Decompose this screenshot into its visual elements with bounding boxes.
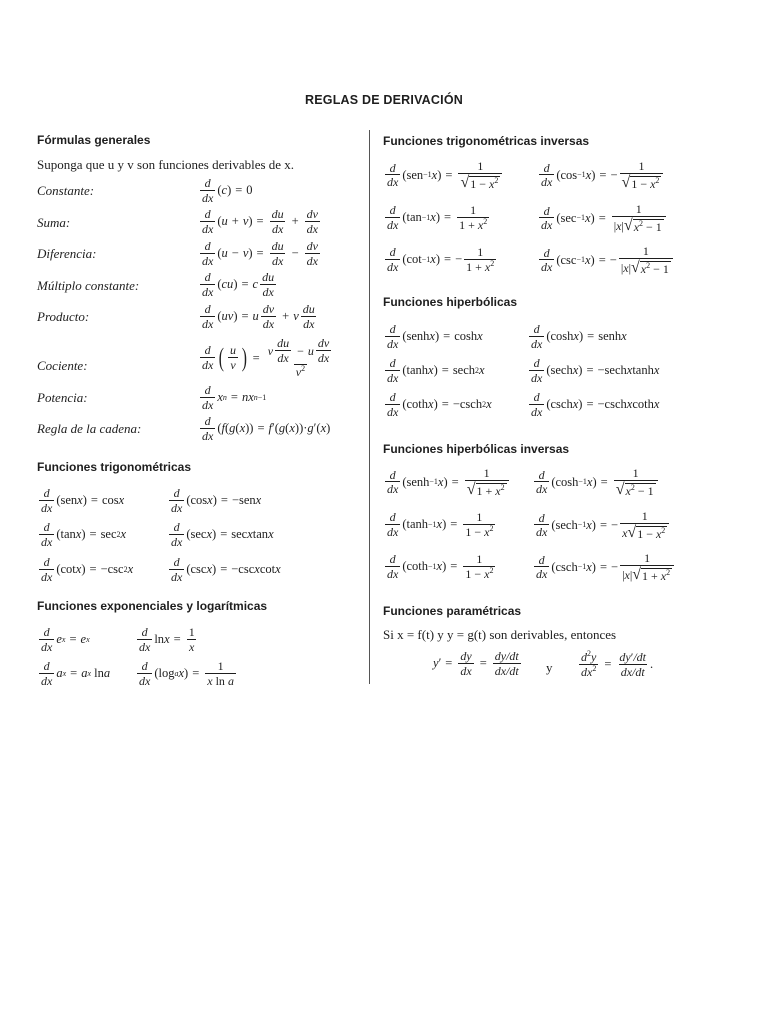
formula-d-cot: $\frac{d}{dx}$ (cot x ) = −csc 2 x [41, 555, 134, 584]
formula-d-arccot: $\frac{d}{dx}$ (cot −1 x ) = − $\frac{1}{1 + x^2}$ [387, 245, 495, 274]
label-difference: Diferencia: [37, 246, 97, 261]
formula-d-arccsch: $\frac{d}{dx}$ (csch −1 x ) = − 1 |x| √ $1 + x^2$ [532, 552, 676, 583]
section-heading-hyperbolic: Funciones hiperbólicas [383, 295, 518, 309]
formula-d-arccoth: $\frac{d}{dx}$ (coth −1 x ) = $\frac{1}{1 - x^2}$ [387, 552, 494, 581]
formula-d-arctan: $\frac{d}{dx}$ (tan −1 x ) = $\frac{1}{1 + x^2}$ [387, 203, 488, 232]
formula-d-arcsec: $\frac{d}{dx}$ (sec −1 x ) = 1 |x| √ $x^2 - 1$ [537, 203, 668, 234]
section-heading-general: Fórmulas generales [37, 133, 151, 147]
formula-d-ax: $\frac{d}{dx}$ a x = a x ln a [41, 659, 111, 688]
section-heading-trig-inv: Funciones trigonométricas inversas [383, 134, 590, 148]
formula-d-log: $\frac{d}{dx}$ (log a x ) = $\frac{1}{\text{x ln a}}$ [139, 659, 234, 688]
formula-d-cos: $\frac{d}{dx}$ (cos x ) = −sen x [171, 486, 262, 515]
formula-constant: $\frac{d}{dx}$ ( c ) = 0 [202, 176, 253, 205]
label-product: Producto: [37, 309, 90, 324]
formula-power: $\frac{d}{dx}$ x n = nx n−1 [202, 383, 267, 412]
formula-sum: $\frac{d}{dx}$ ( u + v ) = $\frac{du}{dx}$ + $\frac{dv}{dx}$ [202, 207, 318, 236]
formula-parametric-second: $\frac{d^2y}{dx^2}$ = $\frac{dy'/dt}{dx/dt}$ . [581, 649, 654, 679]
formula-d-sen: $\frac{d}{dx}$ (sen x ) = cos x [41, 486, 125, 515]
formula-d-cosh: $\frac{d}{dx}$ (cosh x ) = senh x [531, 322, 627, 351]
formula-d-arcsech: $\frac{d}{dx}$ (sech −1 x ) = − 1 x √ $1 - x^2$ [532, 510, 671, 541]
formula-d-arccos: $\frac{d}{dx}$ (cos −1 x ) = − 1 √ $1 - x^2$ [537, 160, 665, 191]
page-title: REGLAS DE DERIVACIÓN [305, 93, 463, 107]
section-heading-parametric: Funciones paramétricas [383, 604, 522, 618]
formula-parametric-first: y ′ = $\frac{dy}{dx}$ = $\frac{dy/dt}{dx/dt}$ [433, 649, 519, 678]
formula-d-arctanh: $\frac{d}{dx}$ (tanh −1 x ) = $\frac{1}{1 - x^2}$ [387, 510, 494, 539]
label-power: Potencia: [37, 390, 88, 405]
formula-d-exp: $\frac{d}{dx}$ e x = e x [41, 625, 90, 654]
column-divider [369, 130, 370, 684]
label-chain-rule: Regla de la cadena: [37, 421, 142, 436]
formula-d-arcsen: $\frac{d}{dx}$ (sen −1 x ) = 1 √ $1 - x^2$ [383, 160, 504, 191]
section-heading-explog: Funciones exponenciales y logarítmicas [37, 599, 268, 613]
formula-d-tan: $\frac{d}{dx}$ (tan x ) = sec 2 x [41, 520, 127, 549]
formula-constant-multiple: $\frac{d}{dx}$ ( cu ) = c $\frac{du}{dx}$ [202, 270, 275, 299]
formula-d-arcsenh: $\frac{d}{dx}$ (senh −1 x ) = 1 √ $1 + x^2$ [383, 467, 511, 498]
formula-d-sec: $\frac{d}{dx}$ (sec x ) = sec x tan x [171, 520, 274, 549]
formula-d-csc: $\frac{d}{dx}$ (csc x ) = −csc x cot x [171, 555, 281, 584]
formula-d-arccosh: $\frac{d}{dx}$ (cosh −1 x ) = 1 √ $x^2 - 1$ [532, 467, 660, 498]
section-heading-hyperbolic-inv: Funciones hiperbólicas inversas [383, 442, 570, 456]
formula-d-senh: $\frac{d}{dx}$ (senh x ) = cosh x [387, 322, 483, 351]
formula-chain-rule: $\frac{d}{dx}$ ( f ( g ( x )) = f ′( g ( x ))· g ′( x ) [202, 414, 331, 443]
general-intro: Suponga que u y v son funciones derivables de x. [37, 157, 295, 172]
formula-d-csch: $\frac{d}{dx}$ (csch x ) = −csch x coth x [531, 390, 660, 419]
label-sum: Suma: [37, 215, 71, 230]
parametric-connector: y [546, 660, 553, 675]
parametric-intro: Si x = f(t) y y = g(t) son derivables, entonces [383, 627, 617, 642]
formula-quotient: $\frac{d}{dx}$ ( $\frac{u}{v}$ ) = v $\frac{du}{dx}$ − u $\frac{dv}{dx}$ $v^2$ [202, 336, 330, 380]
formula-d-coth: $\frac{d}{dx}$ (coth x ) = −csch 2 x [387, 390, 492, 419]
formula-difference: $\frac{d}{dx}$ ( u − v ) = $\frac{du}{dx}$ − $\frac{dv}{dx}$ [202, 239, 318, 268]
label-quotient: Cociente: [37, 358, 88, 373]
section-heading-trig: Funciones trigonométricas [37, 460, 192, 474]
label-constant: Constante: [37, 183, 95, 198]
formula-d-sech: $\frac{d}{dx}$ (sech x ) = −sech x tanh x [531, 356, 660, 385]
formula-product: $\frac{d}{dx}$ ( uv ) = u $\frac{dv}{dx}$ + v $\frac{du}{dx}$ [202, 302, 315, 331]
formula-d-arccsc: $\frac{d}{dx}$ (csc −1 x ) = − 1 |x| √ $x^2 - 1$ [537, 245, 675, 276]
formula-d-ln: $\frac{d}{dx}$ ln x = $\frac{1}{x}$ [139, 625, 195, 654]
formula-d-tanh: $\frac{d}{dx}$ (tanh x ) = sech 2 x [387, 356, 485, 385]
label-constant-multiple: Múltiplo constante: [37, 278, 140, 293]
